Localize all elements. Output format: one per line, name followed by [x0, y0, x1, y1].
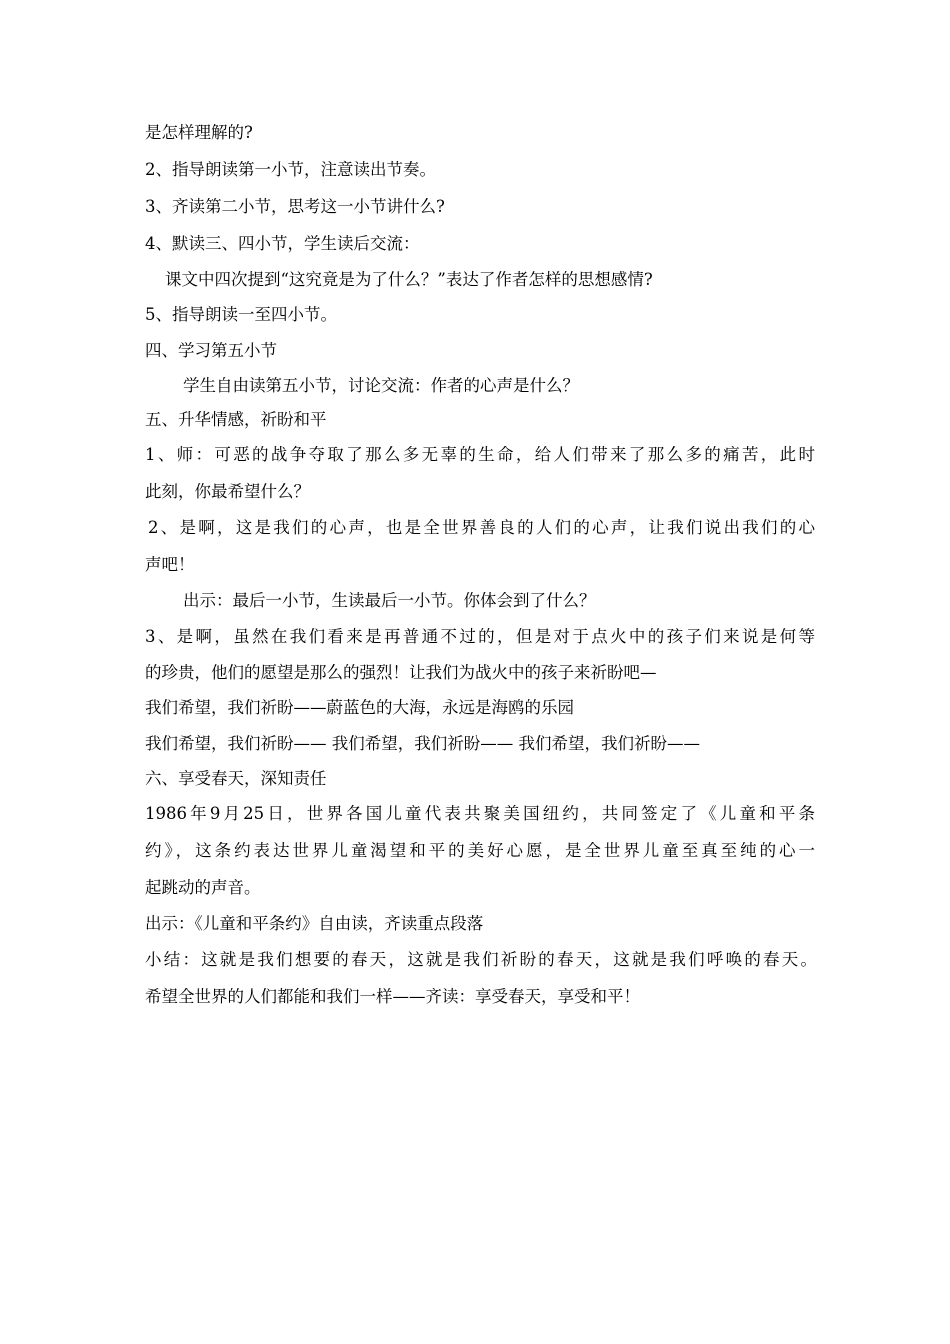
text-line-15: 3、是啊，虽然在我们看来是再普通不过的，但是对于点火中的孩子们来说是何等: [145, 627, 815, 646]
text-line-12: 2、是啊，这是我们的心声，也是全世界善良的人们的心声，让我们说出我们的心: [148, 518, 815, 537]
text-line-10: 1、师：可恶的战争夺取了那么多无辜的生命，给人们带来了那么多的痛苦，此时: [145, 445, 815, 464]
text-line-2: 2、指导朗读第一小节，注意读出节奏。: [145, 160, 436, 179]
text-line-4: 4、默读三、四小节，学生读后交流：: [145, 234, 420, 253]
text-line-24: 小结：这就是我们想要的春天，这就是我们祈盼的春天，这就是我们呼唤的春天。: [145, 950, 817, 969]
text-line-25: 希望全世界的人们都能和我们一样——齐读：享受春天，享受和平！: [145, 987, 640, 1006]
text-line-14: 出示：最后一小节，生读最后一小节。你体会到了什么？: [183, 591, 596, 610]
text-line-16: 的珍贵，他们的愿望是那么的强烈！让我们为战火中的孩子来祈盼吧—: [145, 663, 657, 682]
text-line-1: 是怎样理解的?: [145, 123, 253, 142]
section-heading-5: 五、升华情感，祈盼和平: [145, 410, 327, 429]
text-line-3: 3、齐读第二小节，思考这一小节讲什么?: [145, 197, 445, 216]
text-line-21: 约》，这条约表达世界儿童渴望和平的美好心愿，是全世界儿童至真至纯的心一: [145, 841, 815, 860]
text-line-6: 5、指导朗读一至四小节。: [145, 305, 337, 324]
text-line-8: 学生自由读第五小节，讨论交流：作者的心声是什么？: [183, 376, 579, 395]
text-line-5: 课文中四次提到“这究竟是为了什么？”表达了作者怎样的思想感情?: [165, 270, 653, 289]
text-line-23: 出示：《儿童和平条约》自由读，齐读重点段落: [145, 914, 484, 933]
text-line-17: 我们希望，我们祈盼——蔚蓝色的大海，永远是海鸥的乐园: [145, 698, 574, 717]
text-line-22: 起跳动的声音。: [145, 878, 261, 897]
section-heading-6: 六、享受春天，深知责任: [145, 769, 327, 788]
text-line-18: 我们希望，我们祈盼—— 我们希望，我们祈盼—— 我们希望，我们祈盼——: [145, 734, 700, 753]
text-line-13: 声吧！: [145, 555, 195, 574]
section-heading-4: 四、学习第五小节: [145, 341, 277, 360]
text-line-11: 此刻，你最希望什么？: [145, 482, 310, 501]
text-line-20: 1986年9月25日，世界各国儿童代表共聚美国纽约，共同签定了《儿童和平条: [145, 804, 815, 823]
